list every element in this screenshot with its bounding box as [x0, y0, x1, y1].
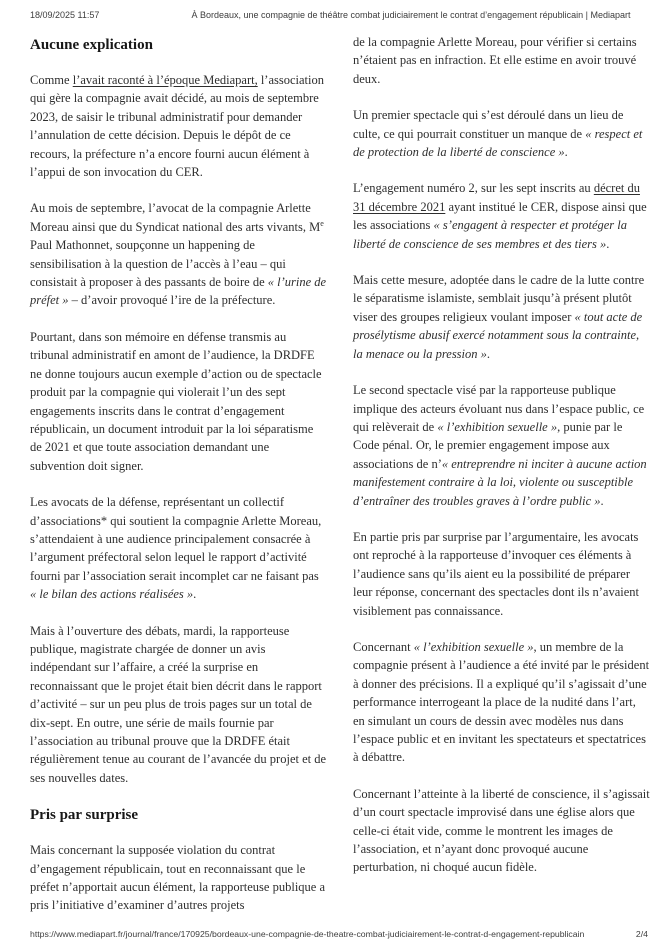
text-run: . — [486, 346, 491, 361]
paragraph — [353, 106, 650, 161]
paragraph — [353, 179, 650, 253]
quoted-italic-text: « entreprendre ni inciter à aucune action manifestement contraire à la loi, violente ou susceptible d’entraîner des troubles graves à l’ordre public » — [353, 456, 647, 508]
text-run: Mais concernant la supposée violation du contrat d’engagement républicain, tout en reconnaissant que le préfet n’apportait aucun élément, la rapporteuse publique a pris l’initiative d’examiner d’autres projets — [30, 843, 326, 913]
quoted-italic-text: « le bilan des actions réalisées » — [30, 587, 194, 602]
text-run: , un membre de la compagnie présent à l’audience a été invité par le président à donner des précisions. Il a expliqué qu’il s’agissait d’une performance interrogeant la place de la nudité dans l’art, en simulant un cours de dessin avec modèles nus dans l’espace public et en invitant les spectateurs et spectatrices à débattre. — [353, 639, 650, 765]
text-run: de la compagnie Arlette Moreau, pour vérifier si certains n’étaient pas en infraction. Et elle estime en avoir trouvé deux. — [353, 35, 637, 86]
column-left — [30, 33, 327, 915]
text-run: ayant institué le CER, dispose ainsi que les associations — [353, 199, 647, 233]
paragraph — [30, 622, 327, 788]
paragraph — [30, 493, 327, 603]
text-run: Le second spectacle visé par la rapporteuse publique implique des acteurs évoluant nus dans l’espace public, ce qui relèverait de — [353, 383, 645, 434]
text-run: Mais cette mesure, adoptée dans le cadre de la lutte contre le séparatisme islamiste, semblait jusqu’à présent plutôt viser des groupes religieux voulant imposer — [353, 273, 645, 324]
paragraph — [30, 841, 327, 915]
text-run: L’engagement numéro 2, sur les sept inscrits au — [353, 181, 594, 196]
text-run: En partie pris par surprise par l’argumentaire, les avocats ont reproché à la rapporteuse d’invoquer ces éléments à l’audience sans qu’ils aient eu la possibilité de préparer leur réponse, concernant des spectacles dont ils n’avaient visiblement pas connaissance. — [353, 529, 639, 618]
text-run: Les avocats de la défense, représentant un collectif d’associations* qui soutient la compagnie Arlette Moreau, s’attendaient à une audience principalement consacrée à l’argument préfectoral selon lequel le rapport d’activité fourni par l’association serait incomplet car ne faisant pas — [30, 495, 322, 583]
text-run: . — [606, 236, 610, 251]
text-run: . — [600, 493, 604, 508]
paragraph — [353, 271, 650, 363]
text-run: Paul Mathonnet, soupçonne un happening de sensibilisation à la question de l’accès à l’eau – qui consistait à proposer à des passants de boire de — [30, 238, 286, 290]
section-heading: Pris par surprise — [30, 807, 139, 824]
paragraph — [353, 33, 650, 88]
paragraph — [353, 638, 650, 767]
section-heading: Aucune explication — [30, 37, 153, 53]
inline-link[interactable]: décret du 31 décembre 2021 — [353, 181, 640, 214]
paragraph — [353, 528, 650, 620]
print-footer — [30, 929, 648, 939]
document-title: À Bordeaux, une compagnie de théâtre combat judiciairement le contrat d’engagement républicain | Mediapart — [191, 10, 631, 20]
text-run: – d’avoir provoqué l’ire de la préfecture. — [68, 293, 276, 308]
quoted-italic-text: « s’engagent à respecter et protéger la liberté de conscience de ses membres et des tiers » — [353, 218, 628, 251]
quoted-italic-text: « l’exhibition sexuelle » — [437, 419, 558, 434]
text-run: Mais à l’ouverture des débats, mardi, la rapporteuse publique, magistrate chargée de donner un avis indépendant sur l’affaire, a créé la surprise en reconnaissant que le projet était bien décrit dans le rapport d’activité – sur un peu plus de trois pages sur un total de dix-sept. En outre, une série de mails fournie par l’association au tribunal prouve que la DRDFE était régulièrement tenue au courant de l’avancée du projet et de ses nouvelles dates. — [30, 623, 327, 785]
paragraph — [30, 199, 327, 309]
column-right — [353, 33, 650, 915]
paragraph — [353, 785, 650, 877]
page-number: 2/4 — [635, 929, 648, 939]
text-run: l’association qui gère la compagnie avait décidé, au mois de septembre 2023, de saisir le tribunal administratif pour demander l’annulation de cette décision. Depuis le dépôt de ce recours, la préfecture n’a encore fourni aucun élément à l’appui de son invocation du CER. — [30, 73, 325, 180]
quoted-italic-text: « l’exhibition sexuelle » — [413, 639, 534, 654]
quoted-italic-text: « respect et de protection de la liberté de conscience » — [353, 126, 643, 160]
quoted-italic-text: « l’urine de préfet » — [30, 275, 327, 308]
text-run: Pourtant, dans son mémoire en défense transmis au tribunal administratif en amont de l’audience, la DRDFE ne donne toujours aucun exemple d’action ou de spectacle produit par la compagnie qui violerait l’un des sept engagements inscrits dans le contrat d’engagement républicain, un document introduit par la loi séparatisme de 2021 et que toute association demandant une subvention doit signer. — [30, 329, 322, 473]
text-run: Au mois de septembre, l’avocat de la compagnie Arlette Moreau ainsi que du Syndicat national des arts vivants, M — [30, 201, 321, 234]
text-run: . — [193, 587, 197, 602]
text-run: Concernant — [353, 639, 414, 654]
text-run: . — [564, 145, 568, 160]
paragraph — [30, 71, 327, 181]
inline-link[interactable]: l’avait raconté à l’époque Mediapart, — [72, 73, 258, 87]
text-run: Concernant l’atteinte à la liberté de conscience, il s’agissait d’un court spectacle improvisé dans une église alors que celle-ci était vide, comme le montrent les images de l’association, et n’ayant donc provoqué aucune perturbation, ni choqué aucun fidèle. — [353, 786, 650, 875]
text-run: Un premier spectacle qui s’est déroulé dans un lieu de culte, ce qui pourrait constituer un manque de — [353, 108, 624, 141]
paragraph — [30, 328, 327, 475]
quoted-italic-text: « tout acte de prosélytisme abusif exercé notamment sous la contrainte, la menace ou la pression » — [353, 309, 643, 361]
source-url: https://www.mediapart.fr/journal/france/170925/bordeaux-une-compagnie-de-theatre-combat-judiciairement-le-contrat-d-engagement-republicain — [30, 929, 585, 939]
superscript: e — [320, 218, 324, 228]
text-run: , punie par le Code pénal. Or, le premier engagement impose aux associations de n’ — [353, 419, 623, 471]
print-header — [30, 10, 642, 20]
text-run: Comme — [30, 73, 73, 87]
print-datetime: 18/09/2025 11:57 — [30, 10, 100, 20]
paragraph — [353, 381, 650, 510]
article-body — [30, 33, 650, 915]
